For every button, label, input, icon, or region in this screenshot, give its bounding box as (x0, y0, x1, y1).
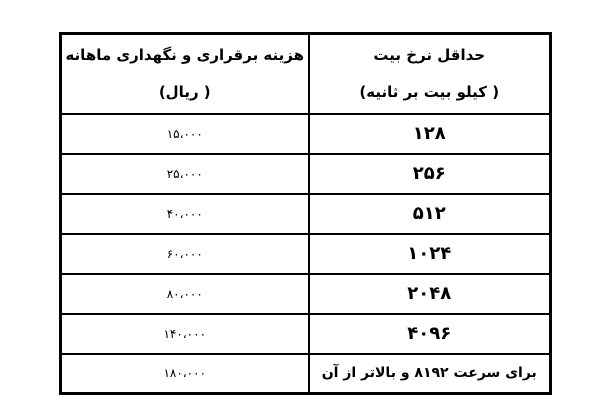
table-header-row (61, 34, 551, 114)
bitrate-header-cell (309, 34, 551, 114)
bitrate-cell: ۴۰۹۶ (309, 314, 551, 354)
bitrate-header-title: حداقل نرخ بیت (373, 45, 486, 64)
cost-cell: ۱۴۰،۰۰۰ (61, 314, 309, 354)
table-row (61, 314, 551, 354)
cost-header-title: هزینه برقراری و نگهداری ماهانه (65, 45, 305, 64)
cost-header-unit: ( ریال) (158, 82, 211, 101)
table-row (61, 354, 551, 394)
table-row (61, 234, 551, 274)
bitrate-header-unit: ( کیلو بیت بر ثانیه) (359, 82, 500, 101)
bitrate-cell: ۲۰۴۸ (309, 274, 551, 314)
cost-cell: ۲۵،۰۰۰ (61, 154, 309, 194)
table-row (61, 154, 551, 194)
bitrate-cell: ۲۵۶ (309, 154, 551, 194)
bitrate-cost-table (59, 32, 552, 395)
cost-header-cell (61, 34, 309, 114)
table-row (61, 194, 551, 234)
cost-cell: ۱۵،۰۰۰ (61, 114, 309, 154)
table-row (61, 274, 551, 314)
bitrate-cell: ۱۲۸ (309, 114, 551, 154)
bitrate-cell: ۵۱۲ (309, 194, 551, 234)
cost-cell: ۱۸۰،۰۰۰ (61, 354, 309, 394)
cost-cell: ۶۰،۰۰۰ (61, 234, 309, 274)
bitrate-cell: ۱۰۲۴ (309, 234, 551, 274)
table-row (61, 114, 551, 154)
cost-cell: ۴۰،۰۰۰ (61, 194, 309, 234)
cost-cell: ۸۰،۰۰۰ (61, 274, 309, 314)
bitrate-cell-speed-note: برای سرعت ۸۱۹۲ و بالاتر از آن (309, 354, 551, 394)
